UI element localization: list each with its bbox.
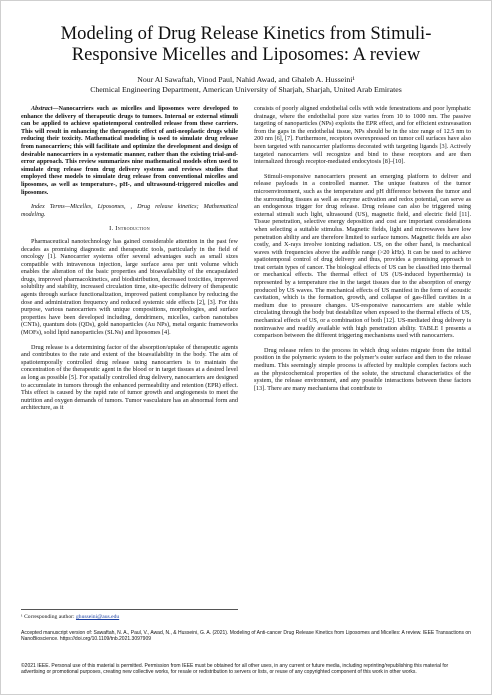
body-paragraph: Pharmaceutical nanotechnology has gained considerable attention in the past few decades as promising diagnostic and therapeutic tools, particularly in the field of oncology [1]. Nanocarrier systems offer several advantages such as small sizes compatible with intravenous injection, large surface area per unit volume which enables the alteration of the basic properties and bioavailability of the encapsulated drugs, improved pharmacokinetics, and biodistribution, decreased toxicities, improved solubility and stability, increased circulation time, site-specific delivery of therapeutic agents through surface functionalization, improved patient compliance by reducing the dose and administration frequency and reduced systemic side effects [2], [3]. For this purpose, various nanocarriers with unique compositions, morphologies, and surface properties have been developed including, dendrimers, micelles, carbon nanotubes (CNTs), quantum dots (QDs), gold nanoparticles (Au NPs), metal organic frameworks (MOFs), solid lipid nanoparticles (SLNs) and liposomes [4]. (21, 237, 238, 337)
body-paragraph: consists of poorly aligned endothelial cells with wide fenestrations and poor lymphatic drainage, where the endothelial pore size varies from 10 to 1000 nm. The passive targeting of nanoparticles (NPs) exploits the EPR effect, and for efficient extravasation from the gaps in the endothelial tissue, NPs should be in the size range of 12.5 nm to 200 nm [6], [7]. Furthermore, receptors overexpressed on tumor cell surfaces have also been targeted with nanocarrier platforms decorated with targeting ligands [3]. Actively targeted nanocarriers will recognize and bind to these receptors and are then internalized through receptor-mediated endocytosis [8]–[10]. (254, 105, 471, 166)
index-terms-text: —Micelles, Liposomes, , Drug release kinetics; Mathematical modeling. (21, 203, 238, 218)
accepted-manuscript-note: Accepted manuscript version of: Sawaftah, N. A., Paul, V., Awad, N., & Husseini, G. A. (2021). Modeling of Anti-cancer Drug Release Kinetics from Liposomes and Micelles: A review. IEEE Transactions on NanoBioscience. https://doi.org/10.1109/tnb.2021.3097909 (21, 630, 471, 643)
body-paragraph: Drug release refers to the process in which drug solutes migrate from the initial position in the polymeric system to the polymer’s outer surface and then to the release medium. This seemingly simple process is affected by multiple complex factors such as the physicochemical properties of the solute, the structural characteristics of the system, the release environment, and any possible interactions between these factors [13]. There are many mechanisms that contribute to (254, 346, 471, 392)
paper-title (21, 23, 471, 65)
index-terms-label: Index Terms (31, 203, 65, 211)
body-paragraph: Stimuli-responsive nanocarriers present an emerging platform to deliver and release payloads in a controlled manner. The unique features of the tumor microenvironment, such as the temperature and pH difference between the tumor and the surrounding tissues as well as enzyme activation and redox potential, can serve as an endogenous trigger for drug release. Drug release can also be triggered using external stimuli such light, ultrasound (US), magnetic field, and electric field [11]. Tissue penetration, selective energy deposition and cost are important considerations when selecting a suitable stimulus. Magnetic fields, light and microwaves have low penetration ability and are therefore limited to surface tumors. Magnetic fields are also costly, and X-rays involve ionizing radiation. US, on the other hand, is mechanical waves with frequencies above the audible range (>20 kHz). It can be used to achieve spatiotemporal control of drug delivery and thus, provides a promising approach to treat certain types of cancer. The biological effects of US can be classified into thermal or mechanical effects. The thermal effect of US (US-induced hyperthermia) is represented by a temperature rise in the target tissues due to the absorption of energy produced by US waves. The mechanical effects of US manifest in the form of acoustic cavitation, which is the formation, growth, and collapse of gas-filled cavities in a medium due to pressure changes. US-responsive nanocarriers are stable while circulating through the body but destabilize when exposed to the thermal effects of US, mechanical effects of US, or a combination of both [12]. US-mediated drug delivery is noninvasive and readily available with high penetration ability. TABLE I presents a comparison between the different triggering mechanisms used with nanocarriers. (254, 172, 471, 340)
section-heading-introduction: I. Introduction (109, 225, 150, 233)
body-paragraph: Drug release is a determining factor of the absorption/uptake of therapeutic agents and contributes to the rate and extent of the bioavailability in the body. The aim of spatiotemporally controlled drug release using nanocarriers is to maintain the concentration of the therapeutic agent in the blood or in target tissues at a desired level as long as possible [5]. For spatially controlled drug delivery, nanocarriers are designed to accumulate in tumors through the enhanced permeability and retention (EPR) effect. This effect is caused by the rapid rate of tumor growth and angiogenesis to meet the nutrition and oxygen demands of tumors. Tumor vasculature has an abnormal form and architecture, as it (21, 343, 238, 412)
two-column-body (21, 105, 471, 412)
affiliation: Chemical Engineering Department, American University of Sharjah, Sharjah, United Arab Emirates (90, 84, 402, 94)
right-column (254, 105, 471, 412)
index-terms (21, 203, 238, 218)
footnote-label: ¹ Corresponding author: (21, 614, 76, 620)
paper-title-line-1: Modeling of Drug Release Kinetics from Stimuli- (60, 23, 432, 44)
paper-title-line-2: Responsive Micelles and Liposomes: A review (71, 44, 421, 65)
left-column (21, 105, 238, 412)
abstract-text: —Nanocarriers such as micelles and liposomes were developed to enhance the delivery of therapeutic drugs to tumors. Internal or external stimuli can be applied to achieve spatiotemporal controlled release from these carriers. This will result in enhancing the therapeutic effect of anti-neoplastic drugs while reducing their toxicity. Mathematical modeling is used to simulate drug release from nanocarriers; this will facilitate and optimize the development and design of desirable nanocarriers in a systematic manner, rather than the existing trial-and-error approach. This review summarizes nine mathematical models often used to simulate drug release from drug delivery systems and reviews studies that employed these models to simulate drug release from conventional micelles and liposomes, as well as temperature-, pH-, and ultrasound-triggered micelles and liposomes. (21, 105, 238, 196)
abstract (21, 105, 238, 196)
copyright-notice: ©2021 IEEE. Personal use of this material is permitted. Permission from IEEE must be obtained for all other uses, in any current or future media, including reprinting/republishing this material for advertising or promotional purposes, creating new collective works, for resale or redistribution to servers or lists, or reuse of any copyrighted component of this work in other works. (21, 663, 449, 676)
author-email-link[interactable]: ghusseini@aus.edu (75, 614, 120, 620)
abstract-label: Abstract (31, 105, 53, 112)
author-list: Nour Al Sawaftah, Vinod Paul, Nahid Awad, and Ghaleb A. Husseini¹ (137, 75, 355, 84)
footnote-corresponding-author (21, 609, 238, 621)
